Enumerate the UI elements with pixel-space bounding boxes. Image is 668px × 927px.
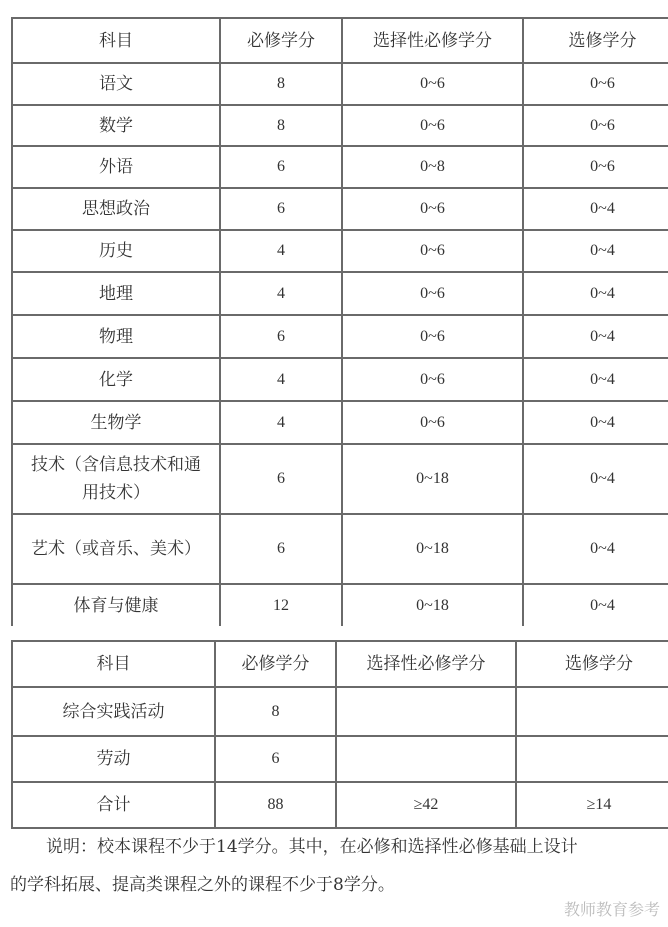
credit-cell: 0~8 xyxy=(342,146,523,188)
table-row xyxy=(12,188,668,230)
credit-cell: 6 xyxy=(220,188,342,230)
credit-cell: 0~6 xyxy=(342,401,523,444)
credit-cell: 0~4 xyxy=(523,514,668,584)
credit-cell: 选修学分 xyxy=(523,18,668,63)
subject-cell: 地理 xyxy=(12,272,220,315)
credit-cell xyxy=(336,736,516,782)
credit-cell: 0~18 xyxy=(342,514,523,584)
table-row xyxy=(12,736,668,782)
subject-cell: 历史 xyxy=(12,230,220,272)
credits-table-part2 xyxy=(11,640,668,829)
credit-cell: 0~4 xyxy=(523,584,668,626)
credit-cell: 8 xyxy=(215,687,336,736)
watermark: 教师教育参考 xyxy=(563,900,660,919)
credit-cell: 6 xyxy=(220,315,342,358)
subject-cell: 综合实践活动 xyxy=(12,687,215,736)
credit-cell: 0~6 xyxy=(523,105,668,146)
credit-cell: 选修学分 xyxy=(516,641,668,687)
credit-cell: 8 xyxy=(220,105,342,146)
table-row xyxy=(12,401,668,444)
note-line-1: 说明：校本课程不少于14学分。其中，在必修和选择性必修基础上设计 xyxy=(46,837,578,857)
subject-cell: 化学 xyxy=(12,358,220,401)
credit-cell: 选择性必修学分 xyxy=(342,18,523,63)
subject-cell: 物理 xyxy=(12,315,220,358)
credit-cell: 0~18 xyxy=(342,444,523,514)
credit-cell: 0~6 xyxy=(342,230,523,272)
subject-cell: 外语 xyxy=(12,146,220,188)
credit-cell: 6 xyxy=(220,444,342,514)
credit-cell: 必修学分 xyxy=(220,18,342,63)
credit-cell: 0~6 xyxy=(342,272,523,315)
subject-cell: 技术（含信息技术和通用技术） xyxy=(12,444,220,514)
credit-cell: 12 xyxy=(220,584,342,626)
subject-cell: 劳动 xyxy=(12,736,215,782)
subject-cell: 体育与健康 xyxy=(12,584,220,626)
credit-cell: 0~6 xyxy=(342,63,523,105)
credit-cell: ≥42 xyxy=(336,782,516,828)
credit-cell xyxy=(336,687,516,736)
credit-cell: 0~6 xyxy=(342,105,523,146)
credit-cell: 0~4 xyxy=(523,401,668,444)
table-row xyxy=(12,584,668,626)
credit-cell: 0~4 xyxy=(523,358,668,401)
credit-cell: 4 xyxy=(220,230,342,272)
subject-cell: 数学 xyxy=(12,105,220,146)
credit-cell: 0~18 xyxy=(342,584,523,626)
subject-cell: 艺术（或音乐、美术） xyxy=(12,514,220,584)
credit-cell: 0~6 xyxy=(523,63,668,105)
credit-cell: 0~4 xyxy=(523,315,668,358)
credit-cell: 0~4 xyxy=(523,230,668,272)
table-header-row xyxy=(12,18,668,63)
credit-cell xyxy=(516,736,668,782)
subject-cell: 语文 xyxy=(12,63,220,105)
credit-cell: 0~6 xyxy=(342,315,523,358)
credit-cell: 0~6 xyxy=(523,146,668,188)
credit-cell: 必修学分 xyxy=(215,641,336,687)
table-row xyxy=(12,444,668,514)
table-row xyxy=(12,315,668,358)
credit-cell: 4 xyxy=(220,358,342,401)
table-row xyxy=(12,63,668,105)
credit-cell xyxy=(516,687,668,736)
credit-cell: 0~6 xyxy=(342,358,523,401)
credit-cell: 0~6 xyxy=(342,188,523,230)
credit-cell: ≥14 xyxy=(516,782,668,828)
table-row xyxy=(12,272,668,315)
credit-cell: 4 xyxy=(220,272,342,315)
credit-cell: 4 xyxy=(220,401,342,444)
credit-cell: 6 xyxy=(215,736,336,782)
subject-cell: 生物学 xyxy=(12,401,220,444)
table-row xyxy=(12,358,668,401)
credit-cell: 0~4 xyxy=(523,272,668,315)
subject-cell: 思想政治 xyxy=(12,188,220,230)
table-row xyxy=(12,782,668,828)
credit-cell: 选择性必修学分 xyxy=(336,641,516,687)
table-row xyxy=(12,230,668,272)
credits-table-part1 xyxy=(11,17,668,626)
credit-cell: 8 xyxy=(220,63,342,105)
note-line-2: 的学科拓展、提高类课程之外的课程不少于8学分。 xyxy=(10,875,395,895)
credit-cell: 6 xyxy=(220,146,342,188)
subject-cell: 科目 xyxy=(12,641,215,687)
subject-cell: 合计 xyxy=(12,782,215,828)
table-row xyxy=(12,514,668,584)
table-header-row xyxy=(12,641,668,687)
table-row xyxy=(12,687,668,736)
credit-cell: 0~4 xyxy=(523,444,668,514)
table-row xyxy=(12,146,668,188)
credit-cell: 0~4 xyxy=(523,188,668,230)
table-row xyxy=(12,105,668,146)
credit-cell: 88 xyxy=(215,782,336,828)
credit-cell: 6 xyxy=(220,514,342,584)
subject-cell: 科目 xyxy=(12,18,220,63)
